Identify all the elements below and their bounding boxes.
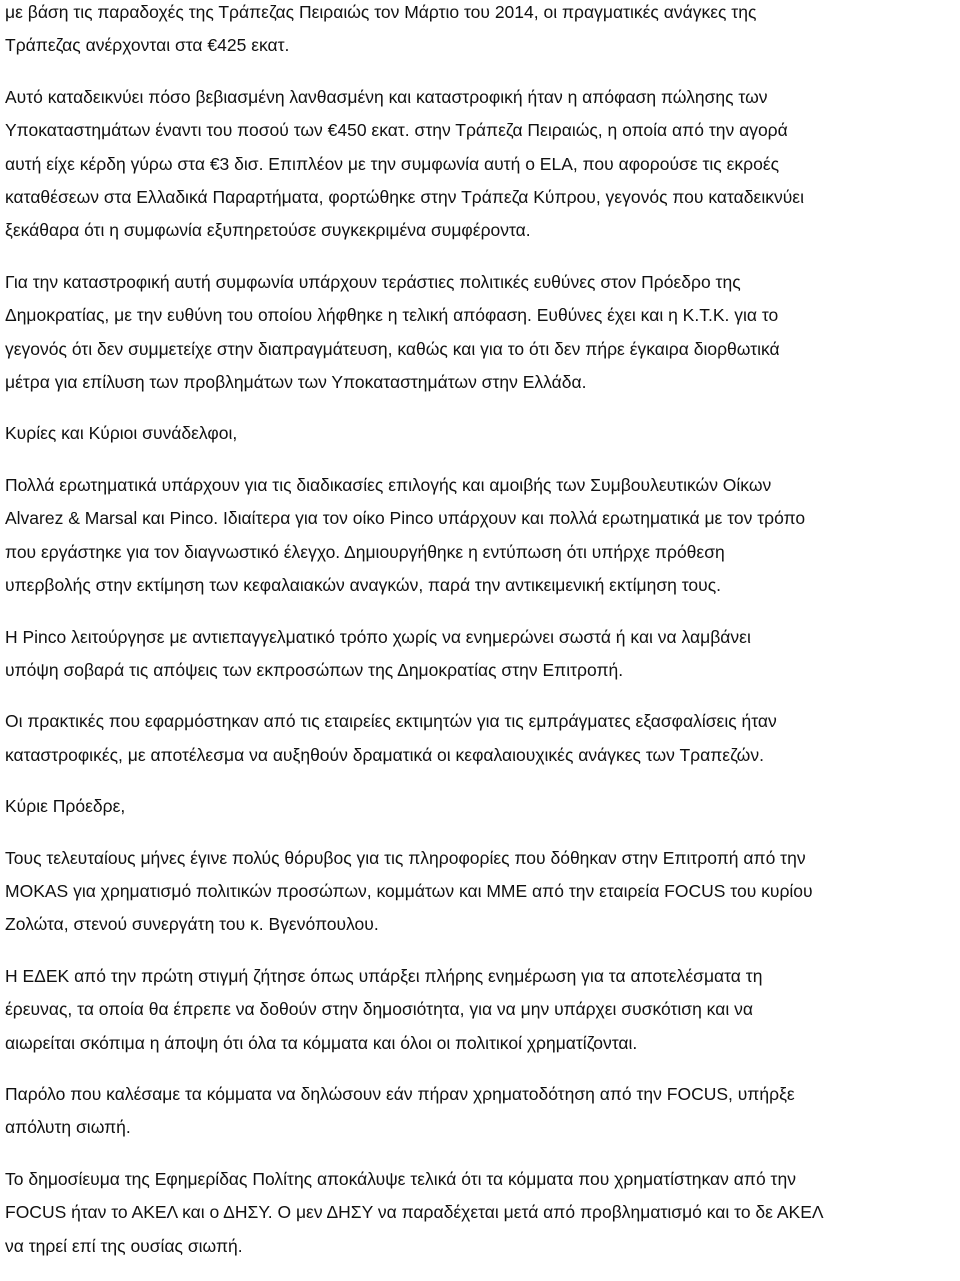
text-line: Το δημοσίευμα της Εφημερίδας Πολίτης αποκάλυψε τελικά ότι τα κόμματα που χρηματίστηκαν από την [5,1168,796,1189]
text-line: να τηρεί επί της ουσίας σιωπή. [5,1235,243,1256]
paragraph [5,0,955,63]
paragraph [5,81,955,248]
text-line: υπόψη σοβαρά τις απόψεις των εκπροσώπων της Δημοκρατίας στην Επιτροπή. [5,659,624,680]
text-line: καταθέσεων στα Ελλαδικά Παραρτήματα, φορτώθηκε στην Τράπεζα Κύπρου, γεγονός που καταδεικνύει [5,187,804,208]
paragraph [5,705,955,772]
salutation [5,790,955,823]
text-line: Δημοκρατίας, με την ευθύνη του οποίου λήφθηκε η τελική απόφαση. Ευθύνες έχει και η Κ.Τ.Κ. για το [5,305,779,326]
text-line: FOCUS ήταν το ΑΚΕΛ και ο ΔΗΣΥ. Ο μεν ΔΗΣΥ να παραδέχεται μετά από προβληματισμό και το δε ΑΚΕΛ [5,1202,824,1223]
text-line: έρευνας, τα οποία θα έπρεπε να δοθούν στην δημοσιότητα, για να μην υπάρχει συσκότιση και να [5,999,753,1020]
text-line: Παρόλο που καλέσαμε τα κόμματα να δηλώσουν εάν πήραν χρηματοδότηση από την FOCUS, υπήρξε [5,1083,795,1104]
text-line: που εργάστηκε για τον διαγνωστικό έλεγχο. Δημιουργήθηκε η εντύπωση ότι υπήρχε πρόθεση [5,541,725,562]
paragraph [5,842,955,942]
text-line: Τους τελευταίους μήνες έγινε πολύς θόρυβος για τις πληροφορίες που δόθηκαν στην Επιτροπή από την [5,847,806,868]
paragraph [5,621,955,688]
text-line: Αυτό καταδεικνύει πόσο βεβιασμένη λανθασμένη και καταστροφική ήταν η απόφαση πώλησης των [5,86,768,107]
text-line: Ζολώτα, στενού συνεργάτη του κ. Βγενόπουλου. [5,914,379,935]
paragraph [5,1163,955,1263]
text-line: αιωρείται σκόπιμα η άποψη ότι όλα τα κόμματα και όλοι οι πολιτικοί χρηματίζονται. [5,1032,638,1053]
text-line: Τράπεζας ανέρχονται στα €425 εκατ. [5,35,290,56]
paragraph [5,266,955,400]
text-line: ξεκάθαρα ότι η συμφωνία εξυπηρετούσε συγκεκριμένα συμφέροντα. [5,220,531,241]
document-page [5,0,955,1281]
text-line: υπερβολής στην εκτίμηση των κεφαλαιακών αναγκών, παρά την αντικειμενική εκτίμηση τους. [5,575,721,596]
text-line: καταστροφικές, με αποτέλεσμα να αυξηθούν δραματικά οι κεφαλαιουχικές ανάγκες των Τραπεζών. [5,744,764,765]
text-line: Υποκαταστημάτων έναντι του ποσού των €450 εκατ. στην Τράπεζα Πειραιώς, η οποία από την αγορά [5,120,788,141]
text-line: Πολλά ερωτηματικά υπάρχουν για τις διαδικασίες επιλογής και αμοιβής των Συμβουλευτικών Οίκων [5,474,772,495]
text-line: Κυρίες και Κύριοι συνάδελφοι, [5,423,238,444]
text-line: Οι πρακτικές που εφαρμόστηκαν από τις εταιρείες εκτιμητών για τις εμπράγματες εξασφαλίσεις ήταν [5,711,777,732]
text-line: Κύριε Πρόεδρε, [5,796,126,817]
text-line: με βάση τις παραδοχές της Τράπεζας Πειραιώς τον Μάρτιο του 2014, οι πραγματικές ανάγκες της [5,2,757,22]
text-line: μέτρα για επίλυση των προβλημάτων των Υποκαταστημάτων στην Ελλάδα. [5,372,587,393]
paragraph [5,1078,955,1145]
paragraph [5,960,955,1060]
text-line: Για την καταστροφική αυτή συμφωνία υπάρχουν τεράστιες πολιτικές ευθύνες στον Πρόεδρο της [5,271,741,292]
text-line: απόλυτη σιωπή. [5,1117,131,1138]
text-line: Η ΕΔΕΚ από την πρώτη στιγμή ζήτησε όπως υπάρξει πλήρης ενημέρωση για τα αποτελέσματα τη [5,965,763,986]
salutation [5,417,955,450]
paragraph [5,469,955,603]
text-line: Alvarez & Marsal και Pinco. Ιδιαίτερα για τον οίκο Pinco υπάρχουν και πολλά ερωτηματικά με τον τρόπο [5,508,806,529]
text-line: αυτή είχε κέρδη γύρω στα €3 δισ. Επιπλέον με την συμφωνία αυτή ο ELA, που αφορούσε τις εκροές [5,153,780,174]
text-line: γεγονός ότι δεν συμμετείχε στην διαπραγμάτευση, καθώς και για το ότι δεν πήρε έγκαιρα διορθωτικά [5,338,780,359]
text-line: ΜΟΚΑS για χρηματισμό πολιτικών προσώπων, κομμάτων και ΜΜΕ από την εταιρεία FOCUS του κυρίου [5,880,813,901]
text-line: Η Pinco λειτούργησε με αντιεπαγγελματικό τρόπο χωρίς να ενημερώνει σωστά ή και να λαμβάνει [5,626,751,647]
